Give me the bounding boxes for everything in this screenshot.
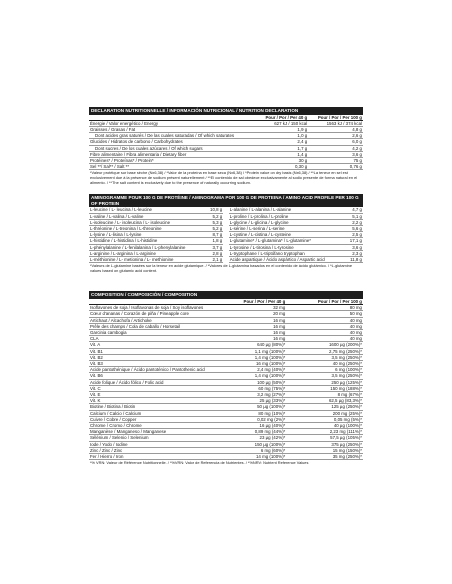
amino-left-value: 5,3 g: [204, 219, 223, 225]
amino-right-value: 3,6 g: [344, 244, 363, 250]
nutrition-row-portion: 627 kJ / 150 kcal: [259, 120, 308, 126]
amino-right-label: L-sérine / L-serina / L-serine: [229, 226, 344, 232]
amino-right-label: L-tyrosine / L-tirosina / L-tyrosine: [229, 244, 344, 250]
amino-left-label: L-thréonine / L-treonina / L-threonine: [89, 226, 204, 232]
composition-title: COMPOSITION / COMPOSICIÓN / COMPOSITION: [89, 291, 363, 299]
composition-row-portion: 16 mg (100%)*: [226, 361, 286, 367]
amino-right-value: 5,6 g: [344, 226, 363, 232]
composition-row-label: Vit. B6: [89, 373, 226, 379]
composition-row-100g: 150 mg (188%)*: [286, 385, 363, 391]
amino-right-value: 2,5 g: [344, 232, 363, 238]
composition-row-portion: 20 mg: [226, 311, 286, 317]
amino-right-label: L-tryptophane / L-triptófano tryptophan: [229, 250, 344, 256]
composition-row-label: Vit. A: [89, 342, 226, 348]
composition-row-portion: 3,2 mg (27%)*: [226, 392, 286, 398]
amino-left-value: 5,2 g: [204, 213, 223, 219]
amino-table: [89, 207, 363, 263]
composition-row-label: Vit. B3: [89, 361, 226, 367]
nutrition-table: [89, 115, 363, 171]
composition-row-label: Sélénium / Selenio / Selenium: [89, 435, 226, 441]
nutrition-row-100g: 4,8 g: [308, 127, 363, 133]
amino-right-value: 5,1 g: [344, 213, 363, 219]
composition-row-100g: 57,5 µg (105%)*: [286, 435, 363, 441]
nutrition-row-label: Sel **/ Sal** / Salt **: [89, 164, 259, 170]
composition-row-100g: 50 mg: [286, 311, 363, 317]
amino-left-value: 10,8 g: [204, 207, 223, 213]
amino-right-label: L-glutamine* / L-glutamina* / L-glutamine*: [229, 238, 344, 244]
amino-left-label: L-leucine / L- leucina / L-leucine: [89, 207, 204, 213]
composition-row-portion: 50 µg (100%)*: [226, 404, 286, 410]
composition-row-portion: 23 µg (42%)*: [226, 435, 286, 441]
composition-row-100g: 125 µg (250%)*: [286, 404, 363, 410]
composition-row-100g: 40 mg: [286, 330, 363, 336]
composition-row-100g: 15 mg (150%)*: [286, 447, 363, 453]
amino-right-label: L-alanine / L-alanina / L-alanine: [229, 207, 344, 213]
nutrition-row-portion: 0,30 g: [259, 164, 308, 170]
composition-row-portion: 25 µg (33%)*: [226, 398, 286, 404]
amino-right-value: 2,2 g: [344, 219, 363, 225]
nutrition-row-label: Fibre alimentaire / Fibra alimentaria / Dietary fiber: [89, 151, 259, 157]
composition-row-label: Cœur d'ananas / Corazón de piña / Pineapple core: [89, 311, 226, 317]
composition-row-label: Acide pantothénique / Ácido pantoténico / Pantothenic acid: [89, 367, 226, 373]
amino-right-value: 2,3 g: [344, 250, 363, 256]
nutrition-row-100g: 6,0 g: [308, 139, 363, 145]
amino-left-label: L-méthionine / L- metionina / L- methionine: [89, 257, 204, 263]
composition-row-portion: 16 mg: [226, 323, 286, 329]
composition-row-100g: 3,5 mg (250%)*: [286, 373, 363, 379]
composition-row-100g: 40 mg: [286, 336, 363, 342]
nutrition-note: *Valeur protéique sur base sèche (Nx6,38) / *Valor de la proteína en base seca (Nx6,38) / *Protein value on dry basis (Nx6,38) / **La teneur en sel est exclusivement due à la présence de sodium présent naturellement / **El contenido de sal obedece exclusivamente al sodio presente de forma natural en el alimento. / **The salt content is exclusively due to the presence of naturally occurring sodium.: [90, 170, 358, 185]
composition-row-portion: 0,89 mg (44%)*: [226, 429, 286, 435]
nutrition-row-label: Dont acides gras saturés / De las cuales saturadas / Of which saturates: [89, 133, 259, 139]
composition-row-label: Iode / Yodo / Iodine: [89, 441, 226, 447]
amino-right-label: L-glycine / L-glicina / L-glycine: [229, 219, 344, 225]
nutrition-row-portion: 1,7 g: [259, 145, 308, 151]
composition-row-label: Vit. C: [89, 385, 226, 391]
composition-row-portion: 16 mg: [226, 330, 286, 336]
nutrition-row-label: Glucides / Hidratos de carbono / Carbohydrates: [89, 139, 259, 145]
composition-row-label: Manganèse / Manganeso / Manganese: [89, 429, 226, 435]
composition-row-label: Chrome / Cromo / Chrome: [89, 423, 226, 429]
nutrition-row-100g: 0,76 g: [308, 164, 363, 170]
amino-row: [89, 257, 363, 263]
composition-row-label: Garcinia cambogia: [89, 330, 226, 336]
amino-acid-section: [89, 194, 363, 273]
composition-header-portion: Pour / Por / Per 40 g: [226, 299, 286, 305]
composition-row-label: CLA: [89, 336, 226, 342]
composition-row-100g: 8 mg (67%)*: [286, 392, 363, 398]
composition-row-100g: 0,05 mg (5%)*: [286, 416, 363, 422]
nutrition-header-100g: Pour / Por / Per 100 g: [308, 115, 363, 121]
nutrition-title: DECLARATION NUTRITIONNELLE / INFORMACIÓN NUTRICIONAL / NUTRITION DECLARATION: [89, 107, 363, 115]
composition-row-100g: 80 mg: [286, 305, 363, 311]
composition-row-label: Acide folique / Ácido fólico / Folic acid: [89, 379, 226, 385]
composition-table: [89, 299, 363, 460]
amino-right-value: 17,1 g: [344, 238, 363, 244]
composition-row-portion: 16 mg: [226, 317, 286, 323]
composition-row-label: Artichaut / Alcachofa / Artichoke: [89, 317, 226, 323]
composition-row-label: Vit. K: [89, 398, 226, 404]
composition-row-label: Isoflavones de soja / Isoflavonas de soja / Soy isoflavones: [89, 305, 226, 311]
composition-row-100g: 62,5 µg (83,3%)*: [286, 398, 363, 404]
nutrition-row-100g: 2,6 g: [308, 133, 363, 139]
composition-row-portion: 2,4 mg (40%)*: [226, 367, 286, 373]
nutrition-row-portion: 1,0 g: [259, 133, 308, 139]
amino-left-value: 5,2 g: [204, 226, 223, 232]
composition-row-label: Vit. E: [89, 392, 226, 398]
composition-row-100g: 2,23 mg (111%)*: [286, 429, 363, 435]
composition-row-100g: 40 mg (250%)*: [286, 361, 363, 367]
composition-row-portion: 100 µg (50%)*: [226, 379, 286, 385]
composition-row-portion: 0,02 mg (2%)*: [226, 416, 286, 422]
amino-left-value: 3,7 g: [204, 244, 223, 250]
composition-row-label: Zinc / Zinc / Zinc: [89, 447, 226, 453]
composition-row-portion: 1,4 mg (100%)*: [226, 373, 286, 379]
composition-row-label: Vit. B1: [89, 348, 226, 354]
composition-row-portion: 150 µg (100%)*: [226, 441, 286, 447]
amino-left-label: L-histidine / L-histidina / L-histidine: [89, 238, 204, 244]
composition-row-100g: 6 mg (100%)*: [286, 367, 363, 373]
composition-row-100g: 200 mg (25%)*: [286, 410, 363, 416]
nutrition-row-100g: 3,6 g: [308, 151, 363, 157]
nutrition-row-label: Protéines* / Proteínas* / Protein*: [89, 158, 259, 164]
amino-left-value: 1,8 g: [204, 238, 223, 244]
amino-left-label: L-phénylalanine / L-fenilalanina / L-phenylalanine: [89, 244, 204, 250]
nutrition-row: [89, 164, 363, 170]
composition-row-100g: 250 µg (125%)*: [286, 379, 363, 385]
composition-row-label: Prêle des champs / Cola de caballo / Horsetail: [89, 323, 226, 329]
composition-row-100g: 40 mg: [286, 317, 363, 323]
composition-row-portion: 14 mg (100%)*: [226, 454, 286, 460]
composition-row-100g: 3,5 mg (250%)*: [286, 354, 363, 360]
amino-right-label: L-cystine / L-cistina / L-cysteine: [229, 232, 344, 238]
composition-row-portion: 16 mg: [226, 336, 286, 342]
amino-note: *Valeurs de L-glutamine basées sur la teneur en acide glutamique. / *Valores de L-glutamina basados en el contenido de ácido glutámico. / *L-glutamine values based on glutamic acid content.: [90, 263, 352, 273]
composition-row-label: Vit. B2: [89, 354, 226, 360]
composition-row-label: Biotine / Biotina / Biotin: [89, 404, 226, 410]
nutrition-row-label: Graisses / Grasas / Fat: [89, 127, 259, 133]
composition-row-100g: 40 mg: [286, 323, 363, 329]
composition-row-portion: 1,1 mg (100%)*: [226, 348, 286, 354]
amino-right-label: L-proline / L-prolina / L-proline: [229, 213, 344, 219]
nutrition-declaration-section: [89, 107, 363, 185]
amino-right-label: Acide aspartique / Ácido aspártico / Aspartic acid: [229, 257, 344, 263]
composition-row-label: Calcium / Calcio / Calcium: [89, 410, 226, 416]
amino-right-value: 11,8 g: [344, 257, 363, 263]
nutrition-row-100g: 75 g: [308, 158, 363, 164]
composition-row-label: Fer / Hierro / Iron: [89, 454, 226, 460]
amino-left-value: 8,7 g: [204, 232, 223, 238]
amino-left-label: L-valine / L-valina / L-valine: [89, 213, 204, 219]
composition-row-portion: 80 mg (10%)*: [226, 410, 286, 416]
composition-row-portion: 16 µg (40%)*: [226, 423, 286, 429]
composition-note: *% VRN: Valeur de Référence Nutritionnelle. / *%VRN: Valor de Referencia de Nutrientes. / *%NRV: Nutrient Reference Values: [90, 460, 309, 466]
composition-row-portion: 32 mg: [226, 305, 286, 311]
amino-left-label: L-lysine / L-lisina / L-lysine: [89, 232, 204, 238]
amino-left-value: 2,8 g: [204, 250, 223, 256]
composition-row-portion: 1,4 mg (100%)*: [226, 354, 286, 360]
amino-right-value: 4,7 g: [344, 207, 363, 213]
nutrition-row-100g: 4,2 g: [308, 145, 363, 151]
composition-row-portion: 640 µg (80%)*: [226, 342, 286, 348]
nutrition-header-portion: Pour / Por / Per 40 g: [259, 115, 308, 121]
nutrition-row-portion: 1,4 g: [259, 151, 308, 157]
composition-section: [89, 291, 363, 465]
nutrition-row-label: Énergie / Valor energético / Energy: [89, 120, 259, 126]
composition-row-100g: 1600 µg (200%)*: [286, 342, 363, 348]
nutrition-row-label: Dont sucres / De los cuales azúcares / Of which sugars: [89, 145, 259, 151]
nutrition-row-portion: 1,9 g: [259, 127, 308, 133]
composition-row-100g: 35 mg (250%)*: [286, 454, 363, 460]
amino-left-label: L-isoleucine / L- isoleucina / L- isoleucine: [89, 219, 204, 225]
composition-header-100g: Pour / Por / Per 100 g: [286, 299, 363, 305]
composition-row: [89, 454, 363, 460]
nutrition-row-portion: 30 g: [259, 158, 308, 164]
composition-row-100g: 2,75 mg (250%)*: [286, 348, 363, 354]
composition-row-100g: 375 µg (250%)*: [286, 441, 363, 447]
amino-title: AMINOGRAMME POUR 100 G DE PROTÉINE / AMINOGRAMA POR 100 G DE PROTEINA / AMINO ACID PROFILE PER 100 G OF PROTEIN: [89, 194, 363, 207]
nutrition-row-portion: 2,4 g: [259, 139, 308, 145]
amino-left-label: L-arginine / L-arginina / L-arginine: [89, 250, 204, 256]
composition-row-portion: 6 mg (60%)*: [226, 447, 286, 453]
composition-row-100g: 40 µg (100%)*: [286, 423, 363, 429]
composition-row-portion: 60 mg (75%)*: [226, 385, 286, 391]
nutrition-row-100g: 1563 kJ / 374 kcal: [308, 120, 363, 126]
label-document: [89, 107, 363, 466]
amino-left-value: 2,1 g: [204, 257, 223, 263]
composition-row-label: Cuivre / Cobre / Copper: [89, 416, 226, 422]
